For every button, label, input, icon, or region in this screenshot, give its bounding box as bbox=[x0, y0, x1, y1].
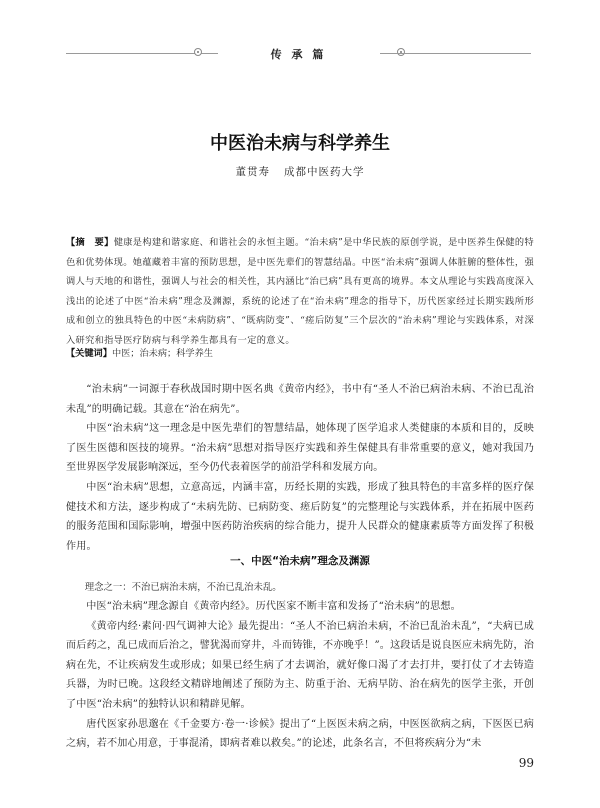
section1-body bbox=[66, 597, 534, 754]
abstract bbox=[66, 233, 534, 350]
intro-section bbox=[66, 380, 534, 556]
keywords-label: 【关键词】 bbox=[66, 348, 112, 359]
body-paragraph: 中医“治未病”思想，立意高远，内涵丰富，历经长期的实践，形成了独具特色的丰富多样的医疗保健技术和方法，逐步构成了“未病先防、已病防变、瘥后防复”的完整理论与实践体系，并在拓展中医药的服务范围和国际影响，增强中医药防治疾病的综合能力，提升人民群众的健康素质等方面发挥了积极作用。 bbox=[66, 481, 534, 552]
theory-line: 理念之一：不治已病治未病，不治已乱治未乱。 bbox=[84, 582, 282, 593]
abstract-label: 【摘 要】 bbox=[66, 237, 114, 248]
body-paragraph: 中医“治未病”理念源自《黄帝内经》。历代医家不断丰富和发扬了“治未病”的思想。 bbox=[86, 601, 461, 612]
author-line bbox=[0, 164, 600, 179]
author-affiliation: 成都中医药大学 bbox=[284, 166, 365, 178]
header-rule-right bbox=[380, 53, 531, 54]
keywords-text: 中医；治未病；科学养生 bbox=[111, 348, 213, 359]
body-paragraph: “治未病”一词源于春秋战国时期中医名典《黄帝内经》，书中有“圣人不治已病治未病、不治已乱治未乱”的明确记载。其意在“治在病先”。 bbox=[66, 384, 534, 415]
body-paragraph: 中医“治未病”这一理念是中医先辈们的智慧结晶，她体现了医学追求人类健康的本质和目的，反映了医生医德和医技的境界。“治未病”思想对指导医疗实践和养生保健具有非常重要的意义，她对我国乃至世界医学发展影响深远，至今仍代表着医学的前沿学科和发展方向。 bbox=[66, 423, 534, 474]
keywords bbox=[66, 346, 534, 362]
page-number: 99 bbox=[518, 756, 534, 770]
running-header bbox=[66, 44, 531, 64]
header-ornament-right bbox=[397, 48, 405, 56]
body-paragraph: 《黄帝内经·素问·四气调神大论》最先提出：“圣人不治已病治未病，不治已乱治未乱”，“夫病已成而后药之，乱已成而后治之，譬犹渴而穿井，斗而铸锥，不亦晚乎！”。这段话是说良医应未病先防，治病在先，不让疾病发生或形成；如果已经生病了才去调治，就好像口渴了才去打井，要打仗了才去铸造兵器，为时已晚。这段经文精辟地阐述了预防为主、防重于治、无病早防、治在病先的医学主张，开创了中医“治未病”的独特认识和精辟见解。 bbox=[66, 620, 534, 710]
header-ornament-left bbox=[194, 48, 202, 56]
article-title: 中医治未病与科学养生 bbox=[210, 133, 390, 154]
body-paragraph: 唐代医家孙思邈在《千金要方·卷一·诊候》提出了“上医医未病之病，中医医欲病之病，下医医已病之病，若不加心用意，于事混淆，即病者难以救矣。”的论述，此条名言，不但将疾病分为“未 bbox=[66, 718, 534, 750]
author-name: 董贯寿 bbox=[235, 166, 270, 178]
section-name: 传 承 篇 bbox=[270, 48, 327, 61]
section-heading: 一、中医“治未病”理念及渊源 bbox=[230, 555, 370, 567]
abstract-text: 健康是构建和谐家庭、和谐社会的永恒主题。“治未病”是中华民族的原创学说，是中医养生保健的特色和优势体现。她蕴藏着丰富的预防思想，是中医先辈们的智慧结晶。中医“治未病”强调人体脏腑的整体性，强调人与天地的和谐性，强调人与社会的相关性，其内涵比“治已病”具有更高的境界。本文从理论与实践高度深入浅出的论述了中医“治未病”理念及渊源，系统的论述了在“治未病”理念的指导下，历代医家经过长期实践所形成和创立的独具特色的中医“未病防病”、“既病防变”、“瘥后防复”三个层次的“治未病”理论与实践体系，对深入研究和指导医疗防病与科学养生都具有一定的意义。 bbox=[66, 237, 534, 346]
